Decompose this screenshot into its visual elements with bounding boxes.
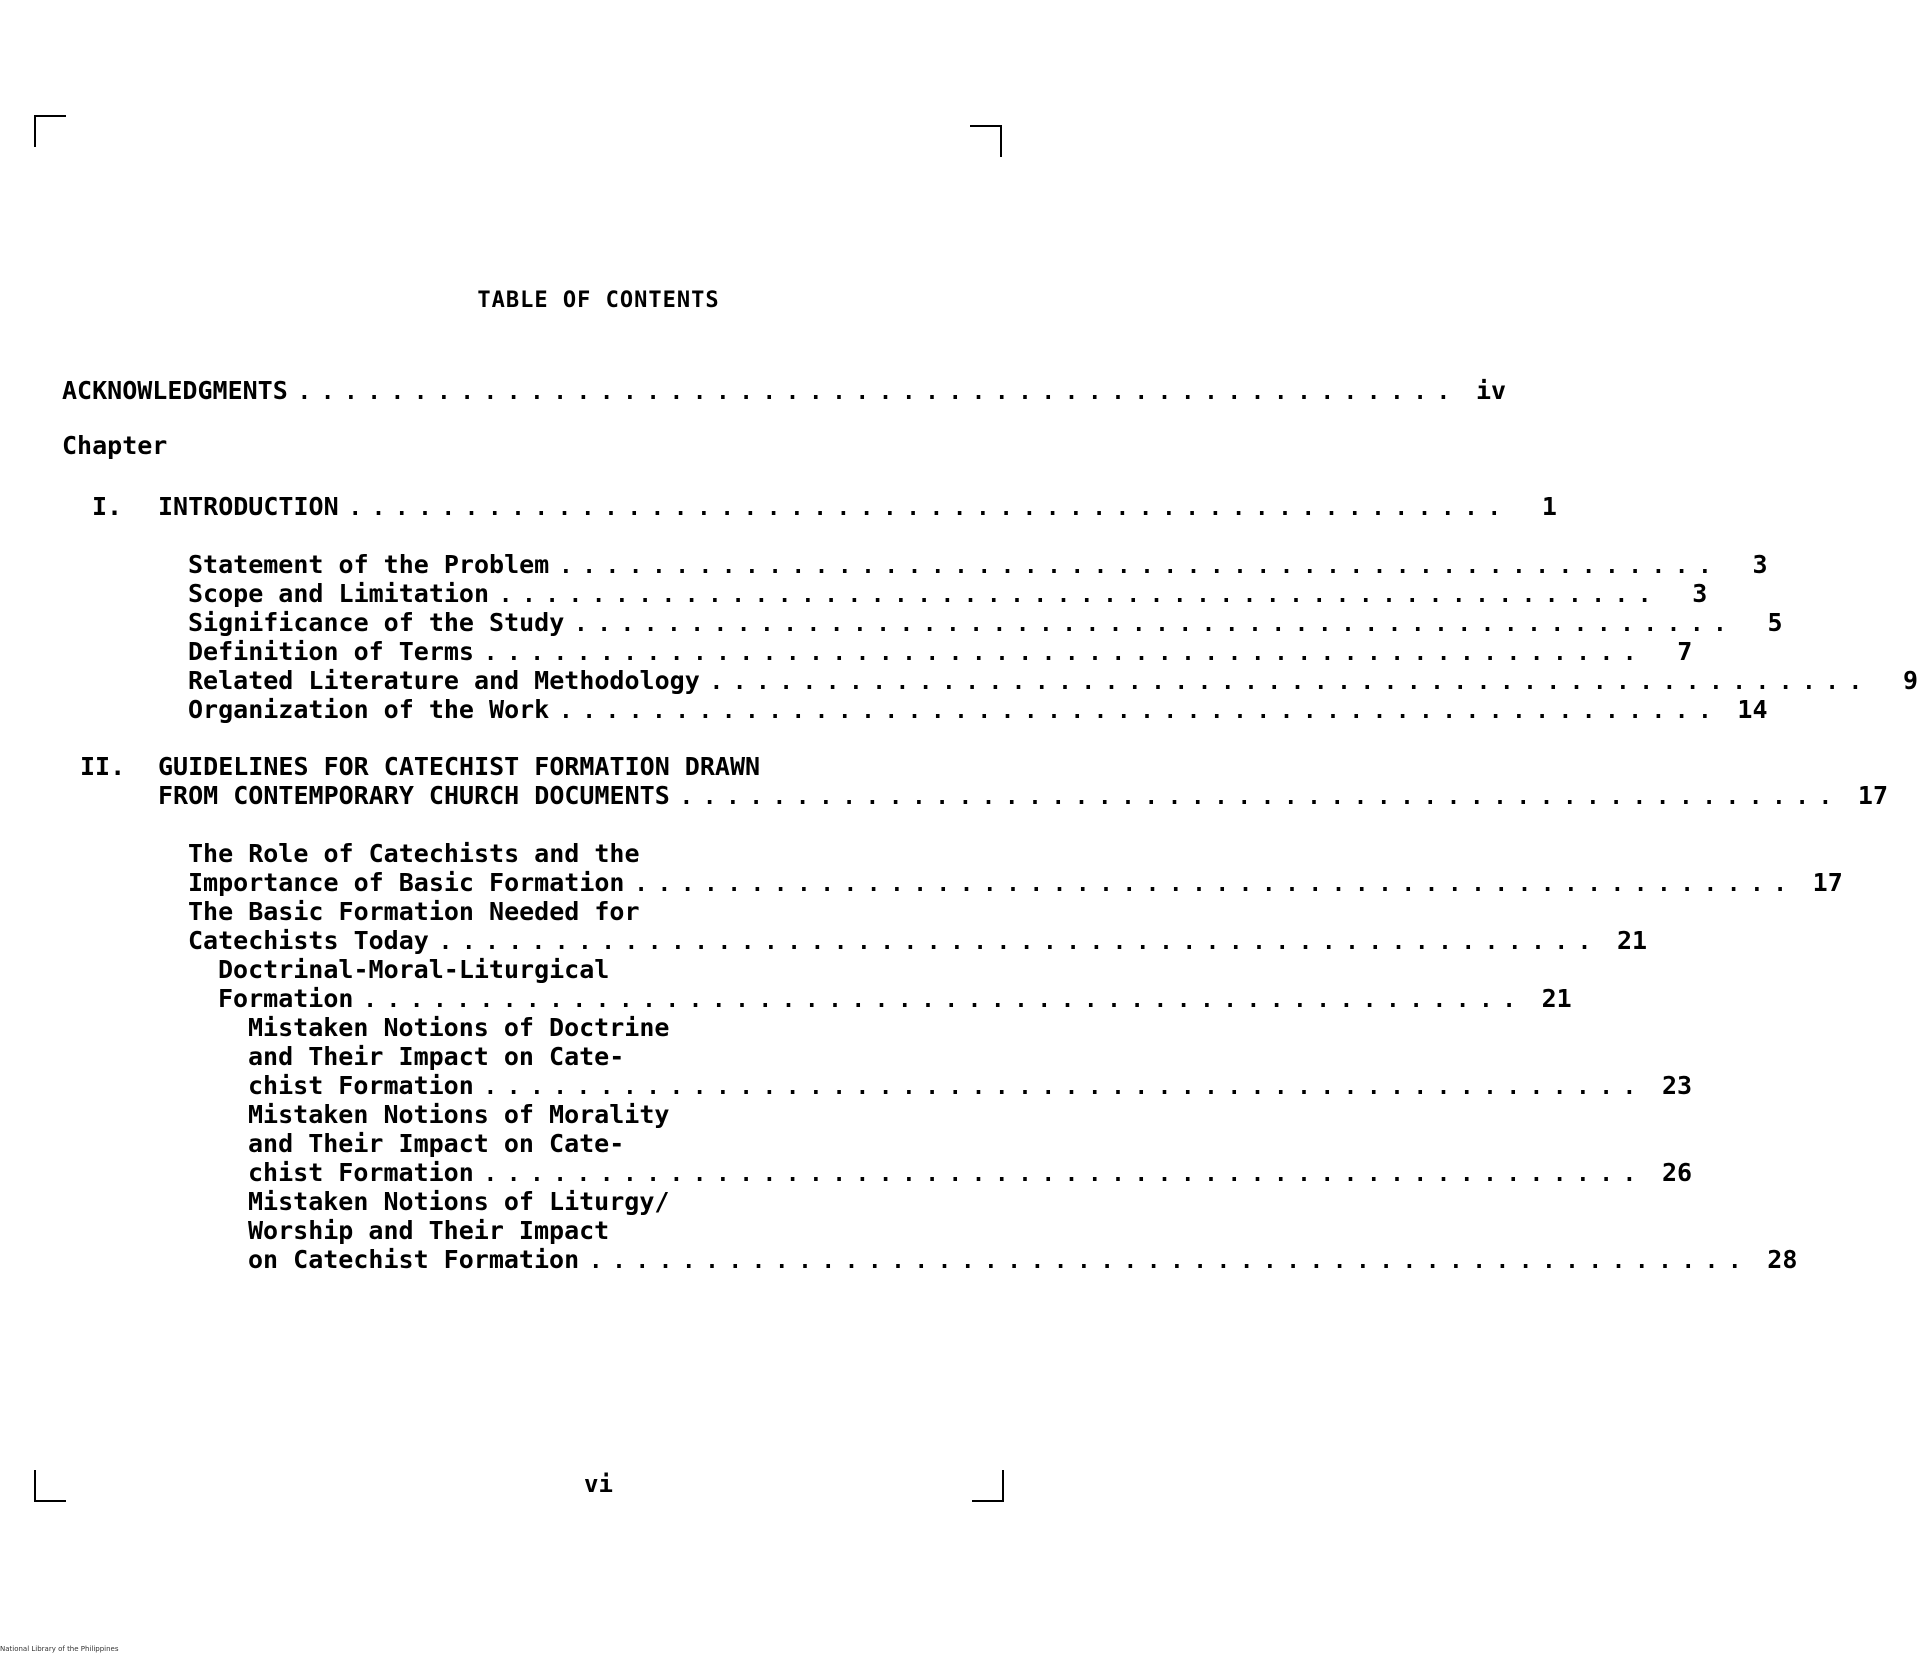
dot-leader: .................................................. — [297, 380, 1461, 405]
toc-page-number: 7 — [1677, 637, 1693, 666]
toc-entry-label: Related Literature and Methodology — [188, 666, 700, 695]
dot-leader: .................................................. — [483, 1162, 1647, 1187]
toc-entry-subsubsection — [248, 1158, 1693, 1190]
toc-entry-acknowledgments — [62, 376, 1507, 408]
toc-entry-label: chist Formation — [248, 1071, 474, 1100]
chapter-number: I. — [92, 492, 123, 521]
dot-leader: .................................................. — [679, 785, 1843, 810]
chapter-heading: Chapter — [62, 431, 168, 460]
toc-entry-label: Mistaken Notions of Liturgy/ — [248, 1187, 670, 1216]
toc-entry-section — [188, 868, 1843, 900]
toc-entry-section — [188, 637, 1693, 669]
toc-page-number: 26 — [1661, 1158, 1693, 1187]
toc-entry-label: Worship and Their Impact — [248, 1216, 610, 1245]
toc-entry-label: Organization of the Work — [188, 695, 550, 724]
toc-entry-subsubsection — [248, 1071, 1693, 1103]
toc-entry-section — [188, 695, 1768, 727]
toc-entry-section — [188, 608, 1783, 640]
toc-page-number: 17 — [1812, 868, 1843, 897]
toc-entry-label: Scope and Limitation — [188, 579, 490, 608]
toc-entry-label: INTRODUCTION — [158, 492, 339, 521]
toc-page-number: 3 — [1752, 550, 1768, 579]
toc-entry-label: Significance of the Study — [188, 608, 565, 637]
chapter-2-title-line-1: GUIDELINES FOR CATECHIST FORMATION DRAWN — [158, 752, 761, 781]
toc-page-number: 28 — [1767, 1245, 1798, 1274]
toc-page-number: 23 — [1661, 1071, 1693, 1100]
toc-entry-label: Doctrinal-Moral-Liturgical — [218, 955, 610, 984]
toc-page-number: 14 — [1737, 695, 1768, 724]
dot-leader: .................................................. — [499, 583, 1662, 608]
chapter-number: II. — [80, 752, 126, 781]
toc-page-number: 21 — [1541, 984, 1572, 1013]
toc-entry-label: chist Formation — [248, 1158, 474, 1187]
dot-leader: .................................................. — [574, 612, 1737, 637]
dot-leader: .................................................. — [634, 872, 1797, 897]
dot-leader: .................................................. — [483, 641, 1647, 666]
toc-entry-section — [188, 550, 1768, 582]
toc-entry-label: on Catechist Formation — [248, 1245, 580, 1274]
page-number-footer: vi — [584, 1470, 613, 1498]
toc-page-number: 3 — [1692, 579, 1708, 608]
toc-entry-label: Formation — [218, 984, 354, 1013]
dot-leader: .................................................. — [438, 930, 1602, 955]
dot-leader: .................................................. — [483, 1075, 1647, 1100]
toc-entry-subsubsection — [248, 1245, 1798, 1277]
toc-entry-subsection — [218, 984, 1572, 1016]
toc-entry-label: Importance of Basic Formation — [188, 868, 625, 897]
toc-entry-label: FROM CONTEMPORARY CHURCH DOCUMENTS — [158, 781, 670, 810]
toc-entry-section — [188, 926, 1648, 958]
page-title: TABLE OF CONTENTS — [477, 288, 720, 313]
dot-leader: .................................................. — [559, 554, 1722, 579]
toc-entry-label: Statement of the Problem — [188, 550, 550, 579]
toc-page-number: 21 — [1616, 926, 1648, 955]
toc-entry-label: Mistaken Notions of Morality — [248, 1100, 670, 1129]
toc-entry-label: Mistaken Notions of Doctrine — [248, 1013, 670, 1042]
toc-page-number: 5 — [1767, 608, 1783, 637]
crop-mark-top-left — [34, 115, 66, 147]
dot-leader: .................................................. — [363, 988, 1526, 1013]
toc-entry-chapter-2 — [158, 781, 1889, 813]
toc-entry-chapter-1 — [158, 492, 1557, 524]
toc-entry-label: ACKNOWLEDGMENTS — [62, 376, 288, 405]
toc-page-number: 1 — [1541, 492, 1557, 521]
toc-entry-section — [188, 579, 1708, 611]
crop-mark-top-right — [970, 125, 1002, 157]
dot-leader: .................................................. — [589, 1249, 1752, 1274]
toc-page-number: 17 — [1857, 781, 1889, 810]
toc-entry-label: and Their Impact on Cate- — [248, 1129, 625, 1158]
scan-source-note: National Library of the Philippines — [0, 1645, 119, 1653]
dot-leader: .................................................. — [348, 496, 1511, 521]
toc-entry-label: Definition of Terms — [188, 637, 474, 666]
toc-entry-section — [188, 666, 1918, 698]
toc-entry-label: and Their Impact on Cate- — [248, 1042, 625, 1071]
toc-entry-label: Catechists Today — [188, 926, 429, 955]
toc-entry-label: The Basic Formation Needed for — [188, 897, 640, 926]
dot-leader: .................................................. — [559, 699, 1722, 724]
toc-entry-label: The Role of Catechists and the — [188, 839, 640, 868]
dot-leader: .................................................. — [709, 670, 1873, 695]
toc-page-number: iv — [1475, 376, 1507, 405]
toc-page-number: 9 — [1902, 666, 1918, 695]
